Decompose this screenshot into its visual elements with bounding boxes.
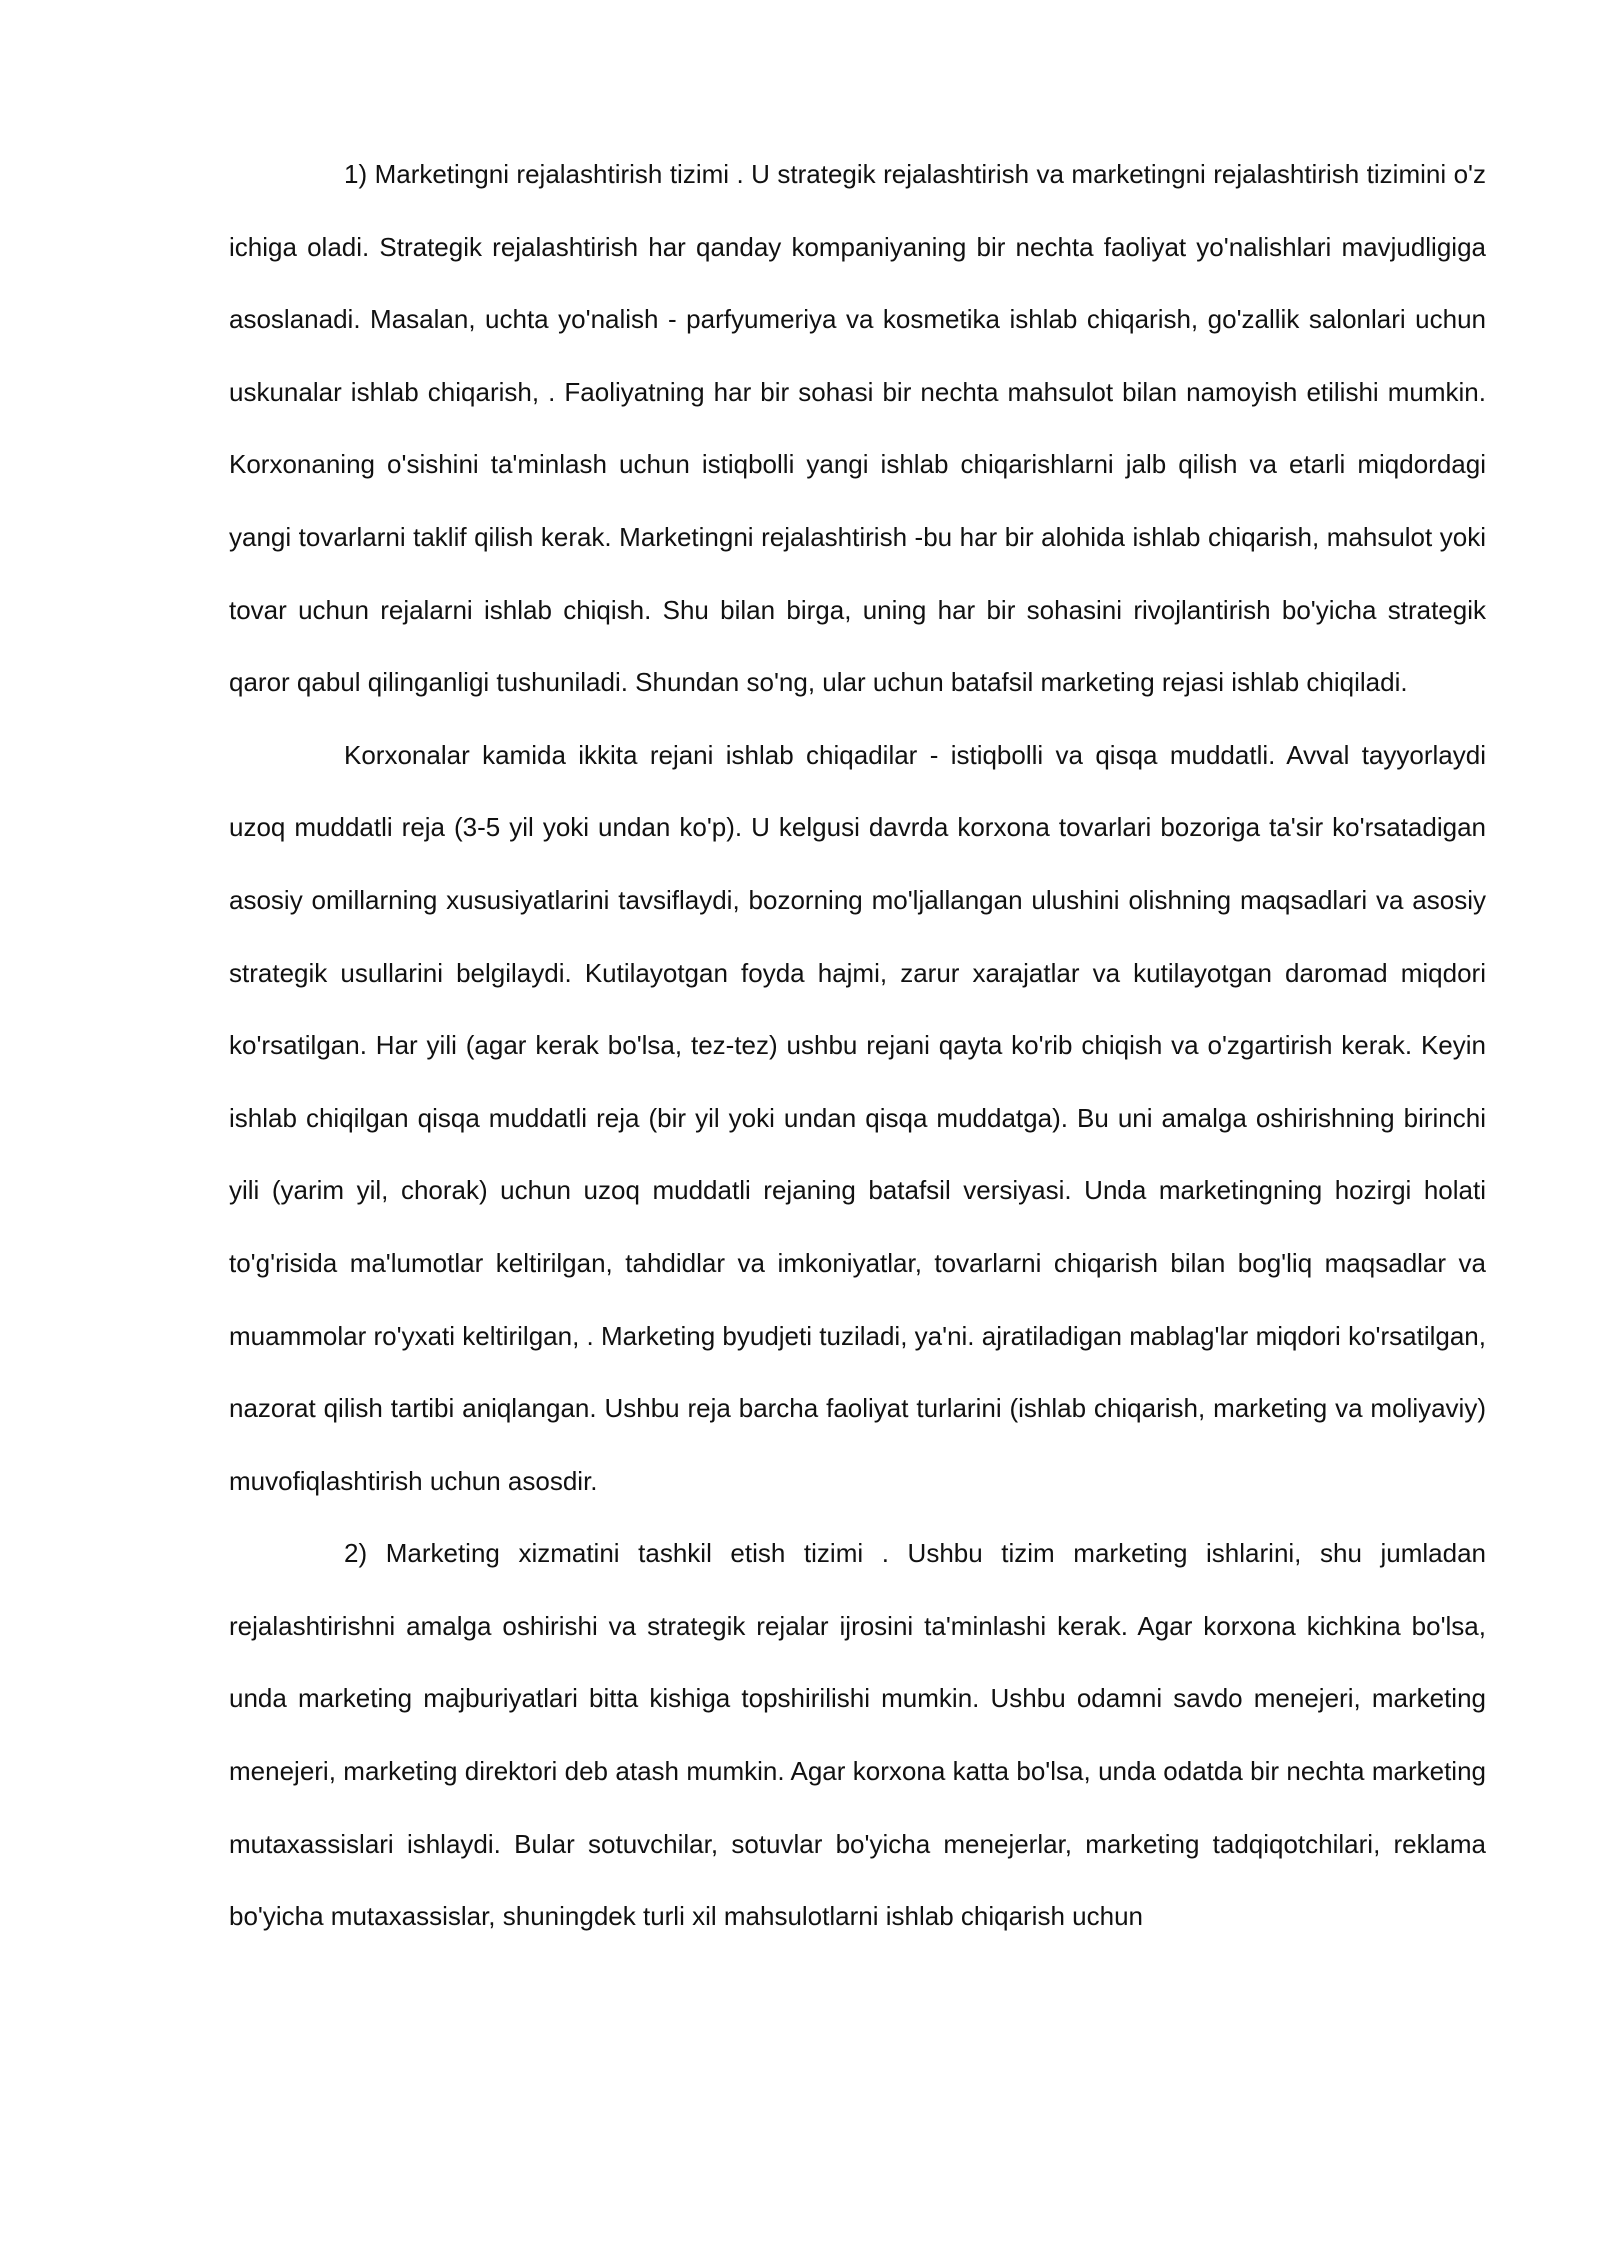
paragraph-marketing-planning: 1) Marketingni rejalashtirish tizimi . U strategik rejalashtirish va marketingni rejalashtirish tizimini o'z ichiga oladi. Strategik rejalashtirish har qanday kompaniyaning bir nechta faoliyat yo'nalishlari mavjudligiga asoslanadi. Masalan, uchta yo'nalish - parfyumeriya va kosmetika ishlab chiqarish, go'zallik salonlari uchun uskunalar ishlab chiqarish, . Faoliyatning har bir sohasi bir nechta mahsulot bilan namoyish etilishi mumkin. Korxonaning o'sishini ta'minlash uchun istiqbolli yangi ishlab chiqarishlarni jalb qilish va etarli miqdordagi yangi tovarlarni taklif qilish kerak. Marketingni rejalashtirish -bu har bir alohida ishlab chiqarish, mahsulot yoki tovar uchun rejalarni ishlab chiqish. Shu bilan birga, uning har bir sohasini rivojlantirish bo'yicha strategik qaror qabul qilinganligi tushuniladi. Shundan so'ng, ular uchun batafsil marketing rejasi ishlab chiqiladi. (229, 159, 1486, 698)
document-body (229, 138, 1486, 1953)
paragraph-marketing-service-organization: 2) Marketing xizmatini tashkil etish tizimi . Ushbu tizim marketing ishlarini, shu jumladan rejalashtirishni amalga oshirishi va strategik rejalar ijrosini ta'minlashi kerak. Agar korxona kichkina bo'lsa, unda marketing majburiyatlari bitta kishiga topshirilishi mumkin. Ushbu odamni savdo menejeri, marketing menejeri, marketing direktori deb atash mumkin. Agar korxona katta bo'lsa, unda odatda bir nechta marketing mutaxassislari ishlaydi. Bular sotuvchilar, sotuvlar bo'yicha menejerlar, marketing tadqiqotchilari, reklama bo'yicha mutaxassislar, shuningdek turli xil mahsulotlarni ishlab chiqarish uchun (229, 1538, 1486, 1932)
paragraph-long-short-term-plans: Korxonalar kamida ikkita rejani ishlab chiqadilar - istiqbolli va qisqa muddatli. Avval tayyorlaydi uzoq muddatli reja (3-5 yil yoki undan ko'p). U kelgusi davrda korxona tovarlari bozoriga ta'sir ko'rsatadigan asosiy omillarning xususiyatlarini tavsiflaydi, bozorning mo'ljallangan ulushini olishning maqsadlari va asosiy strategik usullarini belgilaydi. Kutilayotgan foyda hajmi, zarur xarajatlar va kutilayotgan daromad miqdori ko'rsatilgan. Har yili (agar kerak bo'lsa, tez-tez) ushbu rejani qayta ko'rib chiqish va o'zgartirish kerak. Keyin ishlab chiqilgan qisqa muddatli reja (bir yil yoki undan qisqa muddatga). Bu uni amalga oshirishning birinchi yili (yarim yil, chorak) uchun uzoq muddatli rejaning batafsil versiyasi. Unda marketingning hozirgi holati to'g'risida ma'lumotlar keltirilgan, tahdidlar va imkoniyatlar, tovarlarni chiqarish bilan bog'liq maqsadlar va muammolar ro'yxati keltirilgan, . Marketing byudjeti tuziladi, ya'ni. ajratiladigan mablag'lar miqdori ko'rsatilgan, nazorat qilish tartibi aniqlangan. Ushbu reja barcha faoliyat turlarini (ishlab chiqarish, marketing va moliyaviy) muvofiqlashtirish uchun asosdir. (229, 739, 1486, 1496)
